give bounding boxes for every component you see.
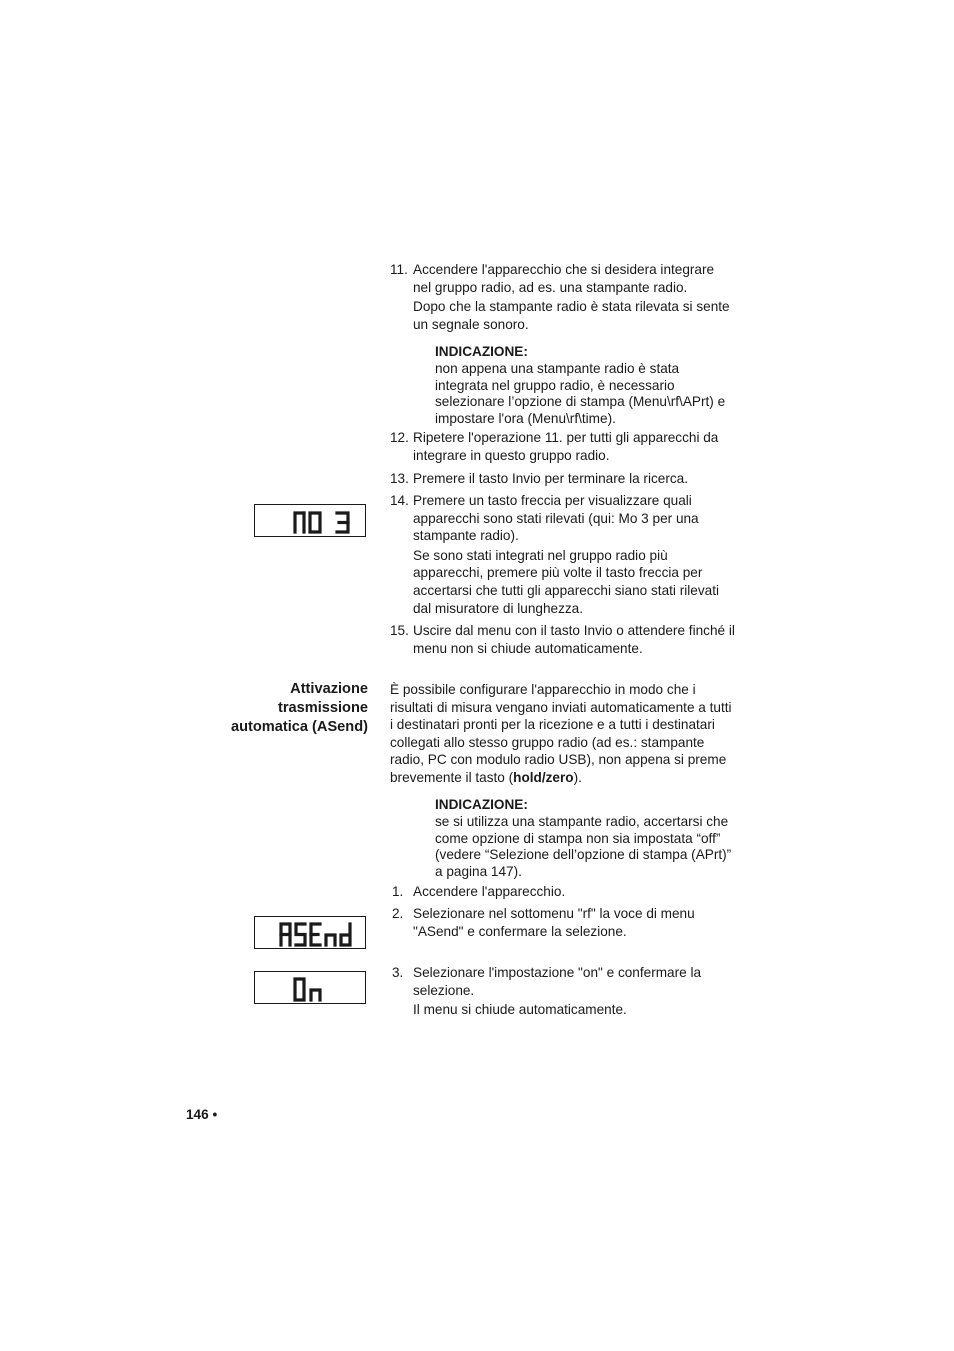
section-intro bbox=[390, 681, 735, 787]
step-text: Accendere l'apparecchio. bbox=[413, 884, 566, 899]
note-1 bbox=[435, 344, 735, 427]
intro-bold-key: hold/zero bbox=[513, 769, 574, 785]
heading-line: Attivazione bbox=[290, 681, 368, 697]
note-heading: INDICAZIONE: bbox=[435, 797, 528, 812]
step-number: 3. bbox=[392, 965, 404, 980]
heading-line: automatica (ASend) bbox=[230, 719, 368, 735]
note-2 bbox=[435, 797, 735, 880]
lcd-asend-glyphs bbox=[255, 917, 367, 950]
lcd-display-mo3 bbox=[254, 504, 366, 537]
step-number: 14. bbox=[390, 493, 409, 508]
step-text: Accendere l'apparecchio che si desidera integrare nel gruppo radio, ad es. una stampante radio. bbox=[413, 262, 715, 295]
lcd-display-asend bbox=[254, 916, 366, 949]
step-number: 2. bbox=[392, 906, 404, 921]
step-text: Il menu si chiude automaticamente. bbox=[413, 1002, 627, 1018]
lcd-on-glyphs bbox=[255, 972, 367, 1005]
section-heading bbox=[180, 680, 368, 737]
step-text: Se sono stati integrati nel gruppo radio più apparecchi, premere più volte il tasto freccia per accertarsi che tutti gli apparecchi siano stati rilevati dal misuratore di lunghezza. bbox=[413, 547, 719, 616]
step-14 bbox=[390, 492, 735, 617]
step-text: Premere il tasto Invio per terminare la ricerca. bbox=[413, 471, 688, 486]
note-text: non appena una stampante radio è stata integrata nel gruppo radio, è necessario selezionare l’opzione di stampa (Menu\rf\APrt) e impostare l'ora (Menu\rf\time). bbox=[435, 361, 726, 426]
step-12 bbox=[390, 429, 735, 464]
step-3 bbox=[390, 964, 735, 1019]
heading-line: trasmissione bbox=[277, 700, 368, 716]
note-text: se si utilizza una stampante radio, accertarsi che come opzione di stampa non sia impostata “off” (vedere “Selezione dell’opzione di stampa (APrt)” a pagina 147). bbox=[435, 814, 732, 879]
step-text: Uscire dal menu con il tasto Invio o attendere finché il menu non si chiude automaticamente. bbox=[413, 623, 735, 656]
intro-text-end: ). bbox=[573, 769, 582, 785]
step-text: Selezionare l'impostazione "on" e confermare la selezione. bbox=[413, 965, 702, 998]
step-text: Dopo che la stampante radio è stata rilevata si sente un segnale sonoro. bbox=[413, 299, 730, 332]
step-text: Selezionare nel sottomenu "rf" la voce di menu "ASend" e confermare la selezione. bbox=[413, 906, 695, 939]
step-11 bbox=[390, 261, 735, 333]
step-15 bbox=[390, 622, 735, 657]
step-13 bbox=[390, 470, 735, 488]
step-1 bbox=[390, 883, 735, 901]
step-text: Ripetere l'operazione 11. per tutti gli apparecchi da integrare in questo gruppo radio. bbox=[413, 430, 719, 463]
step-number: 15. bbox=[390, 623, 409, 638]
step-number: 13. bbox=[390, 471, 409, 486]
step-2 bbox=[390, 905, 735, 940]
lcd-mo3-glyphs bbox=[255, 505, 367, 538]
step-text: Premere un tasto freccia per visualizzare quali apparecchi sono stati rilevati (qui: Mo 3 per una stampante radio). bbox=[413, 493, 699, 544]
step-number: 12. bbox=[390, 430, 409, 445]
step-number: 1. bbox=[392, 884, 404, 899]
note-heading: INDICAZIONE: bbox=[435, 344, 528, 359]
page-number: 146 • bbox=[186, 1107, 218, 1122]
step-number: 11. bbox=[390, 262, 408, 277]
lcd-display-on bbox=[254, 971, 366, 1004]
intro-text: È possibile configurare l'apparecchio in modo che i risultati di misura vengano inviati automaticamente a tutti i destinatari pronti per la ricezione e a tutti i destinatari collegati allo stesso gruppo radio (ad es.: stampante radio, PC con modulo radio USB), non appena si preme brevemente il tasto ( bbox=[390, 682, 732, 785]
